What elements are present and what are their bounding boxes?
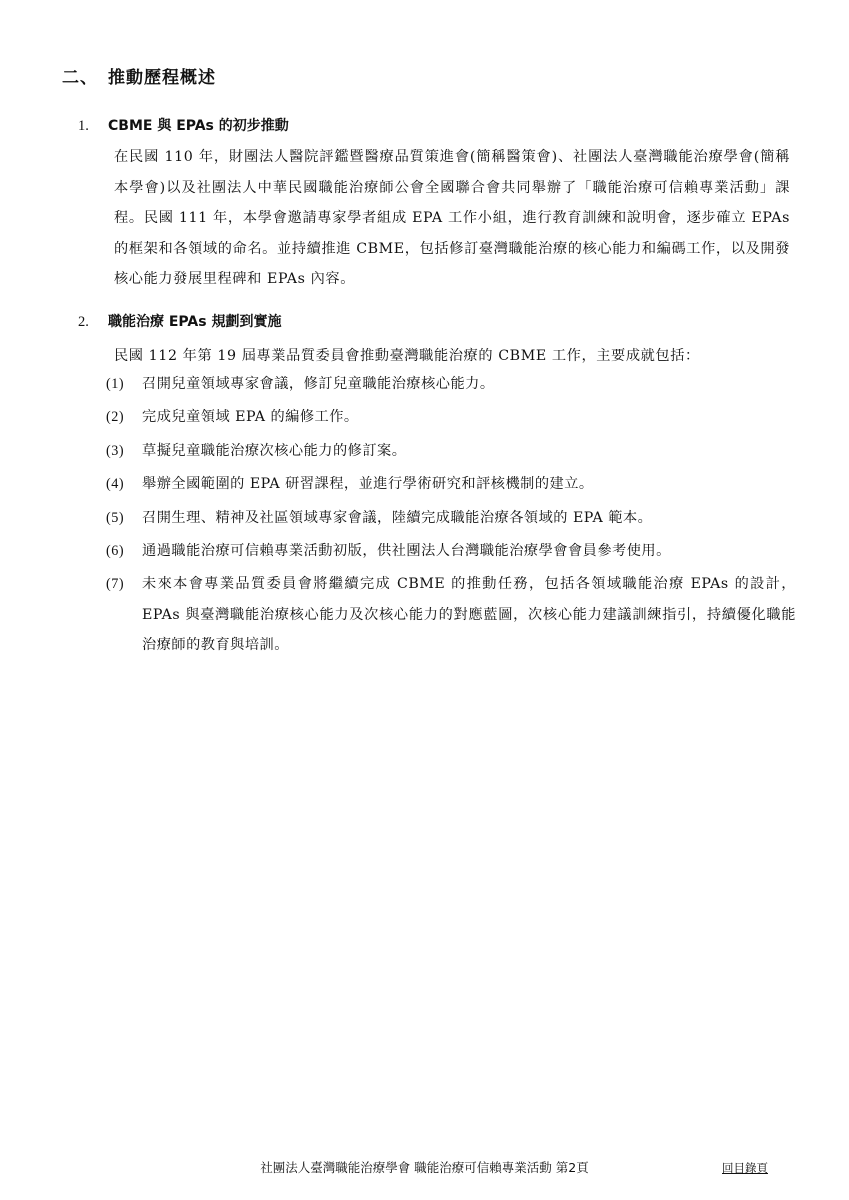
list-item-text: 通過職能治療可信賴專業活動初版，供社團法人台灣職能治療學會會員參考使用。: [142, 543, 671, 559]
list-item-number: (1): [106, 376, 125, 392]
list-item: [106, 569, 796, 661]
list-item-text: 草擬兒童職能治療次核心能力的修訂案。: [142, 443, 407, 459]
section-heading: [62, 63, 216, 88]
list-item-number: (6): [106, 543, 125, 559]
list-item-text: 完成兒童領域 EPA 的編修工作。: [142, 409, 359, 425]
list-item: [106, 369, 796, 400]
list-item-number: (2): [106, 409, 125, 425]
list-item-text: 舉辦全國範圍的 EPA 研習課程，並進行學術研究和評核機制的建立。: [142, 476, 594, 492]
back-to-toc-link[interactable]: 回目錄頁: [722, 1161, 768, 1175]
list-item-number: (7): [106, 576, 125, 592]
subsection-1-title: CBME 與 EPAs 的初步推動: [108, 118, 289, 134]
list-item: [106, 503, 796, 534]
subsection-1-paragraph: 在民國 110 年，財團法人醫院評鑑暨醫療品質策進會(簡稱醫策會)、社團法人臺灣職能治療學會(簡稱本學會)以及社團法人中華民國職能治療師公會全國聯合會共同舉辦了「職能治療可信賴專業活動」課程。民國 111 年，本學會邀請專家學者組成 EPA 工作小組，進行教育訓練和說明會，逐步確立 EPAs 的框架和各領域的命名。並持續推進 CBME，包括修訂臺灣職能治療的核心能力和編碼工作，以及開發核心能力發展里程碑和 EPAs 內容。: [114, 149, 790, 287]
subsection-1-heading: [78, 115, 289, 135]
list-item-number: (4): [106, 476, 125, 492]
page-footer: 社團法人臺灣職能治療學會 職能治療可信賴專業活動 第2頁: [260, 1160, 589, 1175]
subsection-2-heading: [78, 311, 281, 331]
list-item: [106, 436, 796, 467]
subsection-2-title: 職能治療 EPAs 規劃到實施: [108, 314, 282, 330]
list-item: [106, 402, 796, 433]
subsection-2-index: 2.: [78, 314, 89, 330]
subsection-2-intro: 民國 112 年第 19 屆專業品質委員會推動臺灣職能治療的 CBME 工作，主要成就包括：: [114, 348, 700, 364]
list-item: [106, 469, 796, 500]
list-item-text: 未來本會專業品質委員會將繼續完成 CBME 的推動任務，包括各領域職能治療 EPAs 的設計，EPAs 與臺灣職能治療核心能力及次核心能力的對應藍圖，次核心能力建議訓練指引，持續優化職能治療師的教育與培訓。: [142, 576, 796, 653]
list-item-number: (3): [106, 443, 125, 459]
section-title: 推動歷程概述: [108, 68, 216, 88]
section-number: 二、: [62, 68, 98, 88]
list-item-text: 召開生理、精神及社區領域專家會議，陸續完成職能治療各領域的 EPA 範本。: [142, 510, 653, 526]
list-item-number: (5): [106, 510, 125, 526]
subsection-1-index: 1.: [78, 118, 89, 134]
list-item: [106, 536, 796, 567]
list-item-text: 召開兒童領域專家會議，修訂兒童職能治療核心能力。: [142, 376, 495, 392]
